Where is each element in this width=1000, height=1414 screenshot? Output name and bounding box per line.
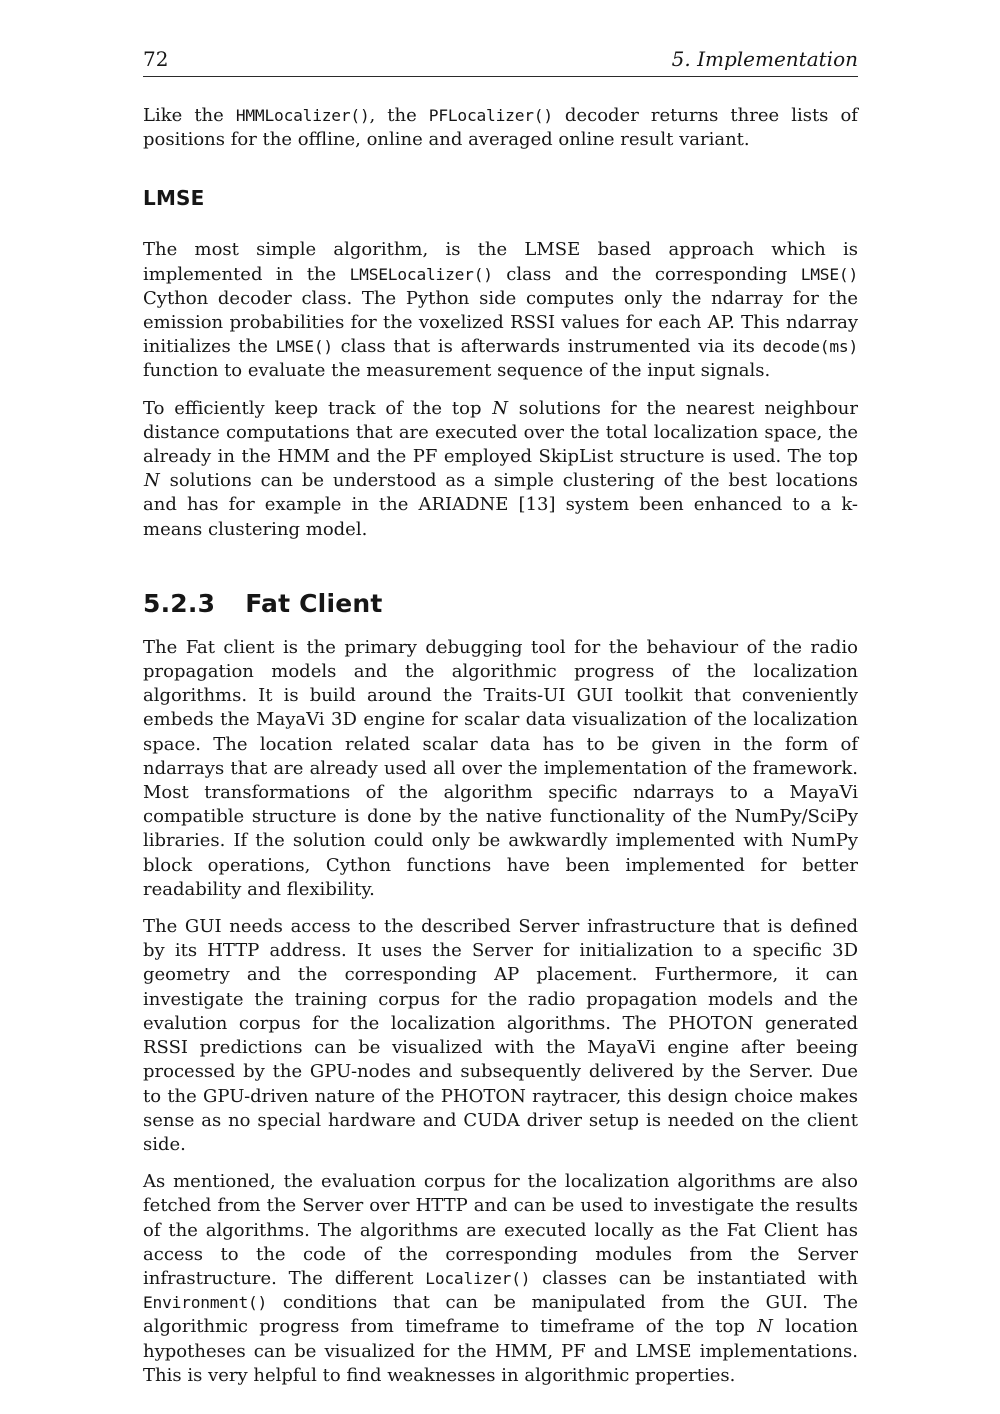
inline-code: LMSE() bbox=[800, 264, 858, 284]
paragraph: To efficiently keep track of the top N solutions for the nearest neighbour distance computations that are executed over the total localization space, the already in the HMM and the PF employed SkipList structure is used. The top N solutions can be understood as a simple clustering of the best locations and has for example in the ARIADNE [13] system been enhanced to a k-means clustering model. bbox=[143, 397, 858, 540]
document-content bbox=[143, 104, 858, 1401]
inline-code: LMSELocalizer() bbox=[349, 264, 493, 284]
paragraph: Like the HMMLocalizer(), the PFLocalizer() decoder returns three lists of positions for the offline, online and averaged online result variant. bbox=[143, 105, 858, 151]
page-header bbox=[143, 48, 858, 70]
section-title: Fat Client bbox=[245, 588, 383, 618]
running-chapter-title: 5. Implementation bbox=[671, 47, 858, 71]
inline-code: decode(ms) bbox=[762, 337, 858, 357]
page-number: 72 bbox=[143, 47, 169, 71]
inline-code: LMSE() bbox=[275, 337, 333, 357]
header-rule bbox=[143, 76, 858, 77]
math-variable: N bbox=[492, 397, 509, 419]
paragraph: The Fat client is the primary debugging tool for the behaviour of the radio propagation models and the algorithmic progress of the localization algorithms. It is build around the Traits-UI GUI toolkit that conveniently embeds the MayaVi 3D engine for scalar data visualization of the localization space. The location related scalar data has to be given in the form of ndarrays that are already used all over the implementation of the framework. Most transformations of the algorithm specific ndarrays to a MayaVi compatible structure is done by the native functionality of the NumPy/SciPy libraries. If the solution could only be awkwardly implemented with NumPy block operations, Cython functions have been implemented for better readability and flexibility. bbox=[143, 636, 858, 900]
math-variable: N bbox=[757, 1316, 773, 1338]
section-heading bbox=[143, 589, 858, 618]
inline-code: HMMLocalizer() bbox=[235, 106, 370, 125]
section-number: 5.2.3 bbox=[143, 588, 216, 618]
math-variable: N bbox=[144, 470, 160, 492]
inline-code: Environment() bbox=[143, 1293, 268, 1313]
paragraph: The GUI needs access to the described Server infrastructure that is defined by its HTTP address. It uses the Server for initialization to a specific 3D geometry and the corresponding AP placement. Furthermore, it can investigate the training corpus for the radio propagation models and the evalution corpus for the localization algorithms. The PHOTON generated RSSI predictions can be visualized with the MayaVi engine after beeing processed by the GPU-nodes and subsequently delivered by the Server. Due to the GPU-driven nature of the PHOTON raytracer, this design choice makes sense as no special hardware and CUDA driver setup is needed on the client side. bbox=[143, 916, 858, 1155]
paragraph: As mentioned, the evaluation corpus for the localization algorithms are also fetched from the Server over HTTP and can be used to investigate the results of the algorithms. The algorithms are executed locally as the Fat Client has access to the code of the corresponding modules from the Server infrastructure. The different Localizer() classes can be instantiated with Environment() conditions that can be manipulated from the GUI. The algorithmic progress from timeframe to timeframe of the top N location hypotheses can be visualized for the HMM, PF and LMSE implementations. This is very helpful to find weaknesses in algorithmic properties. bbox=[143, 1171, 858, 1386]
paragraph: The most simple algorithm, is the LMSE based approach which is implemented in the LMSELocalizer() class and the corresponding LMSE() Cython decoder class. The Python side computes only the ndarray for the emission probabilities for the voxelized RSSI values for each AP. This ndarray initializes the LMSE() class that is afterwards instrumented via its decode(ms) function to evaluate the measurement sequence of the input signals. bbox=[143, 239, 858, 382]
inline-code: Localizer() bbox=[425, 1268, 531, 1288]
subsection-heading: LMSE bbox=[143, 186, 205, 211]
inline-code: PFLocalizer() bbox=[428, 106, 553, 125]
